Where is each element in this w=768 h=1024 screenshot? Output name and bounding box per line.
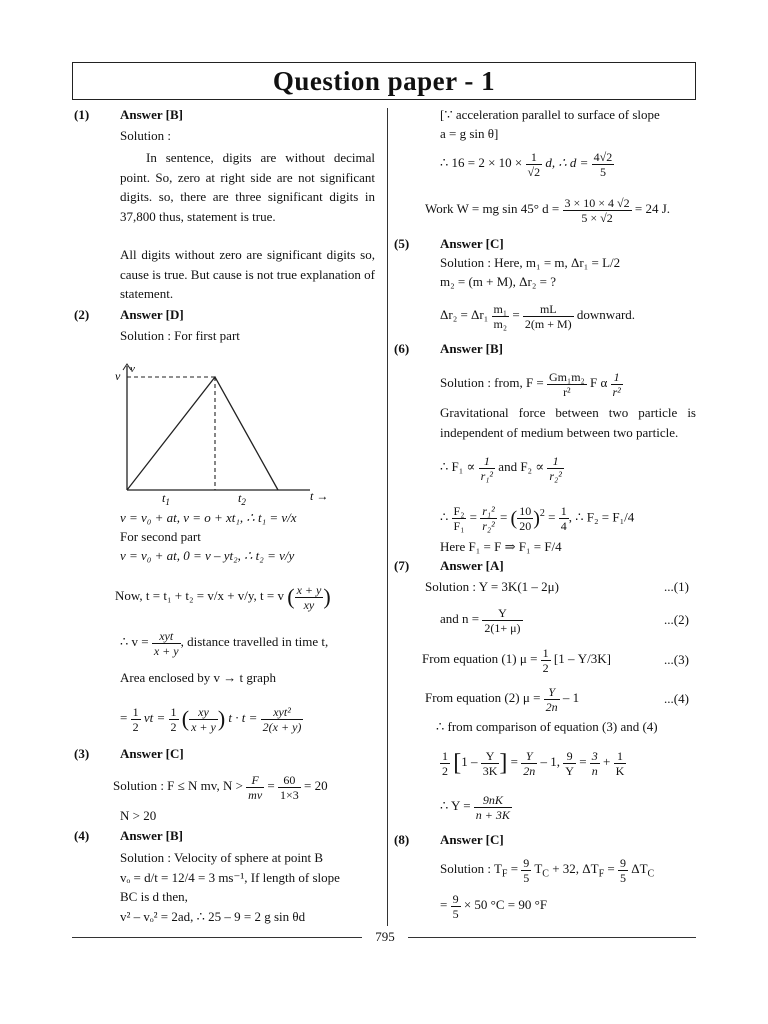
q1-paragraph-1: In sentence, digits are without decimal point. So, zero at right side are not significant digits. so, there are three significant digits in 37,800 thus, statement is true. bbox=[120, 150, 375, 224]
q7-tag-2: ...(2) bbox=[664, 612, 689, 627]
q5-answer: Answer [C] bbox=[440, 236, 504, 251]
q4-line-3: BC is d then, bbox=[120, 889, 188, 904]
graph-label-t-axis: t → bbox=[310, 489, 329, 503]
q1-paragraph-2: All digits without zero are significant digits so, cause is true. But cause is not true explanation of statement. bbox=[120, 247, 375, 301]
work-equation: Work W = mg sin 45° d = $\frac{3 \times 10 \times 4 √2}{5 \times √2}$ = 24 J. bbox=[425, 195, 671, 225]
page-number: 795 bbox=[375, 929, 395, 944]
q3-n-result: N > 20 bbox=[120, 808, 157, 823]
q2-area-text: Area enclosed by v → t graph bbox=[120, 670, 276, 685]
q6-answer: Answer [B] bbox=[440, 341, 503, 356]
q7-comparison: ∴ from comparison of equation (3) and (4) bbox=[436, 719, 658, 734]
q7-number: (7) bbox=[394, 558, 410, 573]
graph-label-v-side: v bbox=[115, 369, 121, 383]
q7-equation-3: From equation (1) μ = $\frac{1}{2}$ [1 – Y/3K] bbox=[422, 645, 611, 675]
q1-answer: Answer [B] bbox=[120, 107, 183, 122]
q2-answer: Answer [D] bbox=[120, 307, 184, 322]
q5-line-1: Solution : Here, m₁ = m, Δr₁ = L/2 bbox=[440, 255, 621, 270]
graph-label-t1: $t_1$ bbox=[162, 491, 170, 507]
q7-y-result: ∴ Y = $\frac{9nK}{n + 3K}$ bbox=[440, 792, 510, 822]
q7-tag-4: ...(4) bbox=[664, 691, 689, 706]
cont-line-2: a = g sin θ] bbox=[440, 126, 499, 141]
q4-line-2: vₒ = d/t = 12/4 = 3 ms⁻¹, If length of slope bbox=[120, 870, 340, 885]
footer-rule-right bbox=[408, 937, 696, 938]
graph-label-t2: $t_2$ bbox=[238, 491, 246, 507]
q6-solution: Solution : from, F = $\frac{\text{Gm₁m₂}}{\text{r²}}$ F α $\frac{1}{\text{r²}}$ bbox=[440, 369, 621, 399]
q7-answer: Answer [A] bbox=[440, 558, 504, 573]
q6-proportion: ∴ F₁ ∝ $\frac{1}{\text{r₁²}}$ and F₂ ∝ $\frac{1}{\text{r₂²}}$ bbox=[440, 453, 562, 483]
column-divider bbox=[387, 108, 388, 926]
page-title: Question paper - 1 bbox=[272, 66, 496, 96]
cont-equation-1: ∴ 16 = 2 × 10 × $\frac{1}{√2}$ d, ∴ d = $\frac{4√2}{5}$ bbox=[440, 149, 613, 179]
q2-equation-4: ∴ v = $\frac{\text{xyt}}{x + y}$ , distance travelled in time t, bbox=[120, 628, 329, 658]
q6-number: (6) bbox=[394, 341, 410, 356]
q8-result: = $\frac{9}{5}$ × 50 °C = 90 °F bbox=[440, 891, 548, 921]
q6-text: Gravitational force between two particle is independent of medium between two particle. bbox=[440, 405, 696, 440]
velocity-time-graph bbox=[110, 356, 350, 516]
q6-here: Here F₁ = F ⇒ F₁ = F/4 bbox=[440, 539, 562, 554]
q8-number: (8) bbox=[394, 832, 410, 847]
q7-solution: Solution : Y = 3K(1 – 2μ) bbox=[425, 579, 559, 594]
q6-ratio: ∴ $\frac{\text{F₂}}{\text{F₁}}$ = $\frac{\text{r₁²}}{\text{r₂²}}$ = ( $\frac{10}{20}$ )$^2$ = $\frac{1}{4}$ , ∴ F₂ = F₁/4 bbox=[440, 503, 635, 533]
q4-answer: Answer [B] bbox=[120, 828, 183, 843]
q3-solution: Solution : F ≤ N mv, N > $\frac{F}{mv}$ = $\frac{60}{1\times 3}$ = 20 bbox=[113, 772, 328, 802]
q2-equation-2: v = v₀ + at, 0 = v – yt₂, ∴ t₂ = v/y bbox=[120, 548, 295, 563]
graph-triangle-line bbox=[127, 377, 278, 490]
cont-line-1: [∵ acceleration parallel to surface of slope bbox=[440, 107, 660, 122]
q2-equation-5: = $\frac{1}{2}$ vt = $\frac{1}{2}$ ( $\frac{xy}{x + y}$ ) t · t = $\frac{\text{xyt²}}{2(x + y)}$ bbox=[120, 704, 302, 734]
q8-solution: Solution : $T_F$ = $\frac{9}{5}$ $T_C + 32$, $\Delta T_F$ = $\frac{9}{5}$ $\Delta T_C$ bbox=[440, 855, 655, 885]
q2-equation-1: v = v₀ + at, v = o + xt₁, ∴ t₁ = v/x bbox=[120, 510, 297, 525]
q4-number: (4) bbox=[74, 828, 90, 843]
q4-line-1: Solution : Velocity of sphere at point B bbox=[120, 850, 324, 865]
q1-number: (1) bbox=[74, 107, 90, 122]
q5-number: (5) bbox=[394, 236, 410, 251]
graph-label-v-top: v bbox=[130, 363, 135, 375]
q7-and-n: and n = $\frac{Y}{2(1+ \mu)}$ bbox=[440, 605, 521, 635]
q4-line-4: v² – vₒ² = 2ad, ∴ 25 – 9 = 2 g sin θd bbox=[120, 909, 306, 924]
q1-solution-label: Solution : bbox=[120, 128, 171, 143]
q3-answer: Answer [C] bbox=[120, 746, 184, 761]
title-box bbox=[72, 62, 696, 100]
q2-equation-3: Now, t = t₁ + t₂ = v/x + v/y, t = v ( $\frac{x + y}{xy}$ ) bbox=[115, 582, 331, 612]
q3-number: (3) bbox=[74, 746, 90, 761]
footer-rule-left bbox=[72, 937, 362, 938]
q7-comparison-equation: $\frac{1}{2}$ [1 – $\frac{Y}{3K}$ ] = $\frac{Y}{2n}$ – 1, $\frac{9}{Y}$ = $\frac{3}{n}$ + $\frac{1}{K}$ bbox=[442, 748, 625, 778]
q8-answer: Answer [C] bbox=[440, 832, 504, 847]
q7-tag-3: ...(3) bbox=[664, 652, 689, 667]
q7-equation-4: From equation (2) μ = $\frac{Y}{2n}$ – 1 bbox=[425, 684, 580, 714]
q2-second-part: For second part bbox=[120, 529, 201, 544]
q5-line-2: m₂ = (m + M), Δr₂ = ? bbox=[440, 274, 556, 289]
q2-solution-first-part: Solution : For first part bbox=[120, 328, 240, 343]
q2-number: (2) bbox=[74, 307, 90, 322]
q7-tag-1: ...(1) bbox=[664, 579, 689, 594]
q5-equation: Δr₂ = Δr₁ $\frac{\text{m₁}}{\text{m₂}}$ = $\frac{mL}{2(m + M)}$ downward. bbox=[440, 301, 636, 331]
